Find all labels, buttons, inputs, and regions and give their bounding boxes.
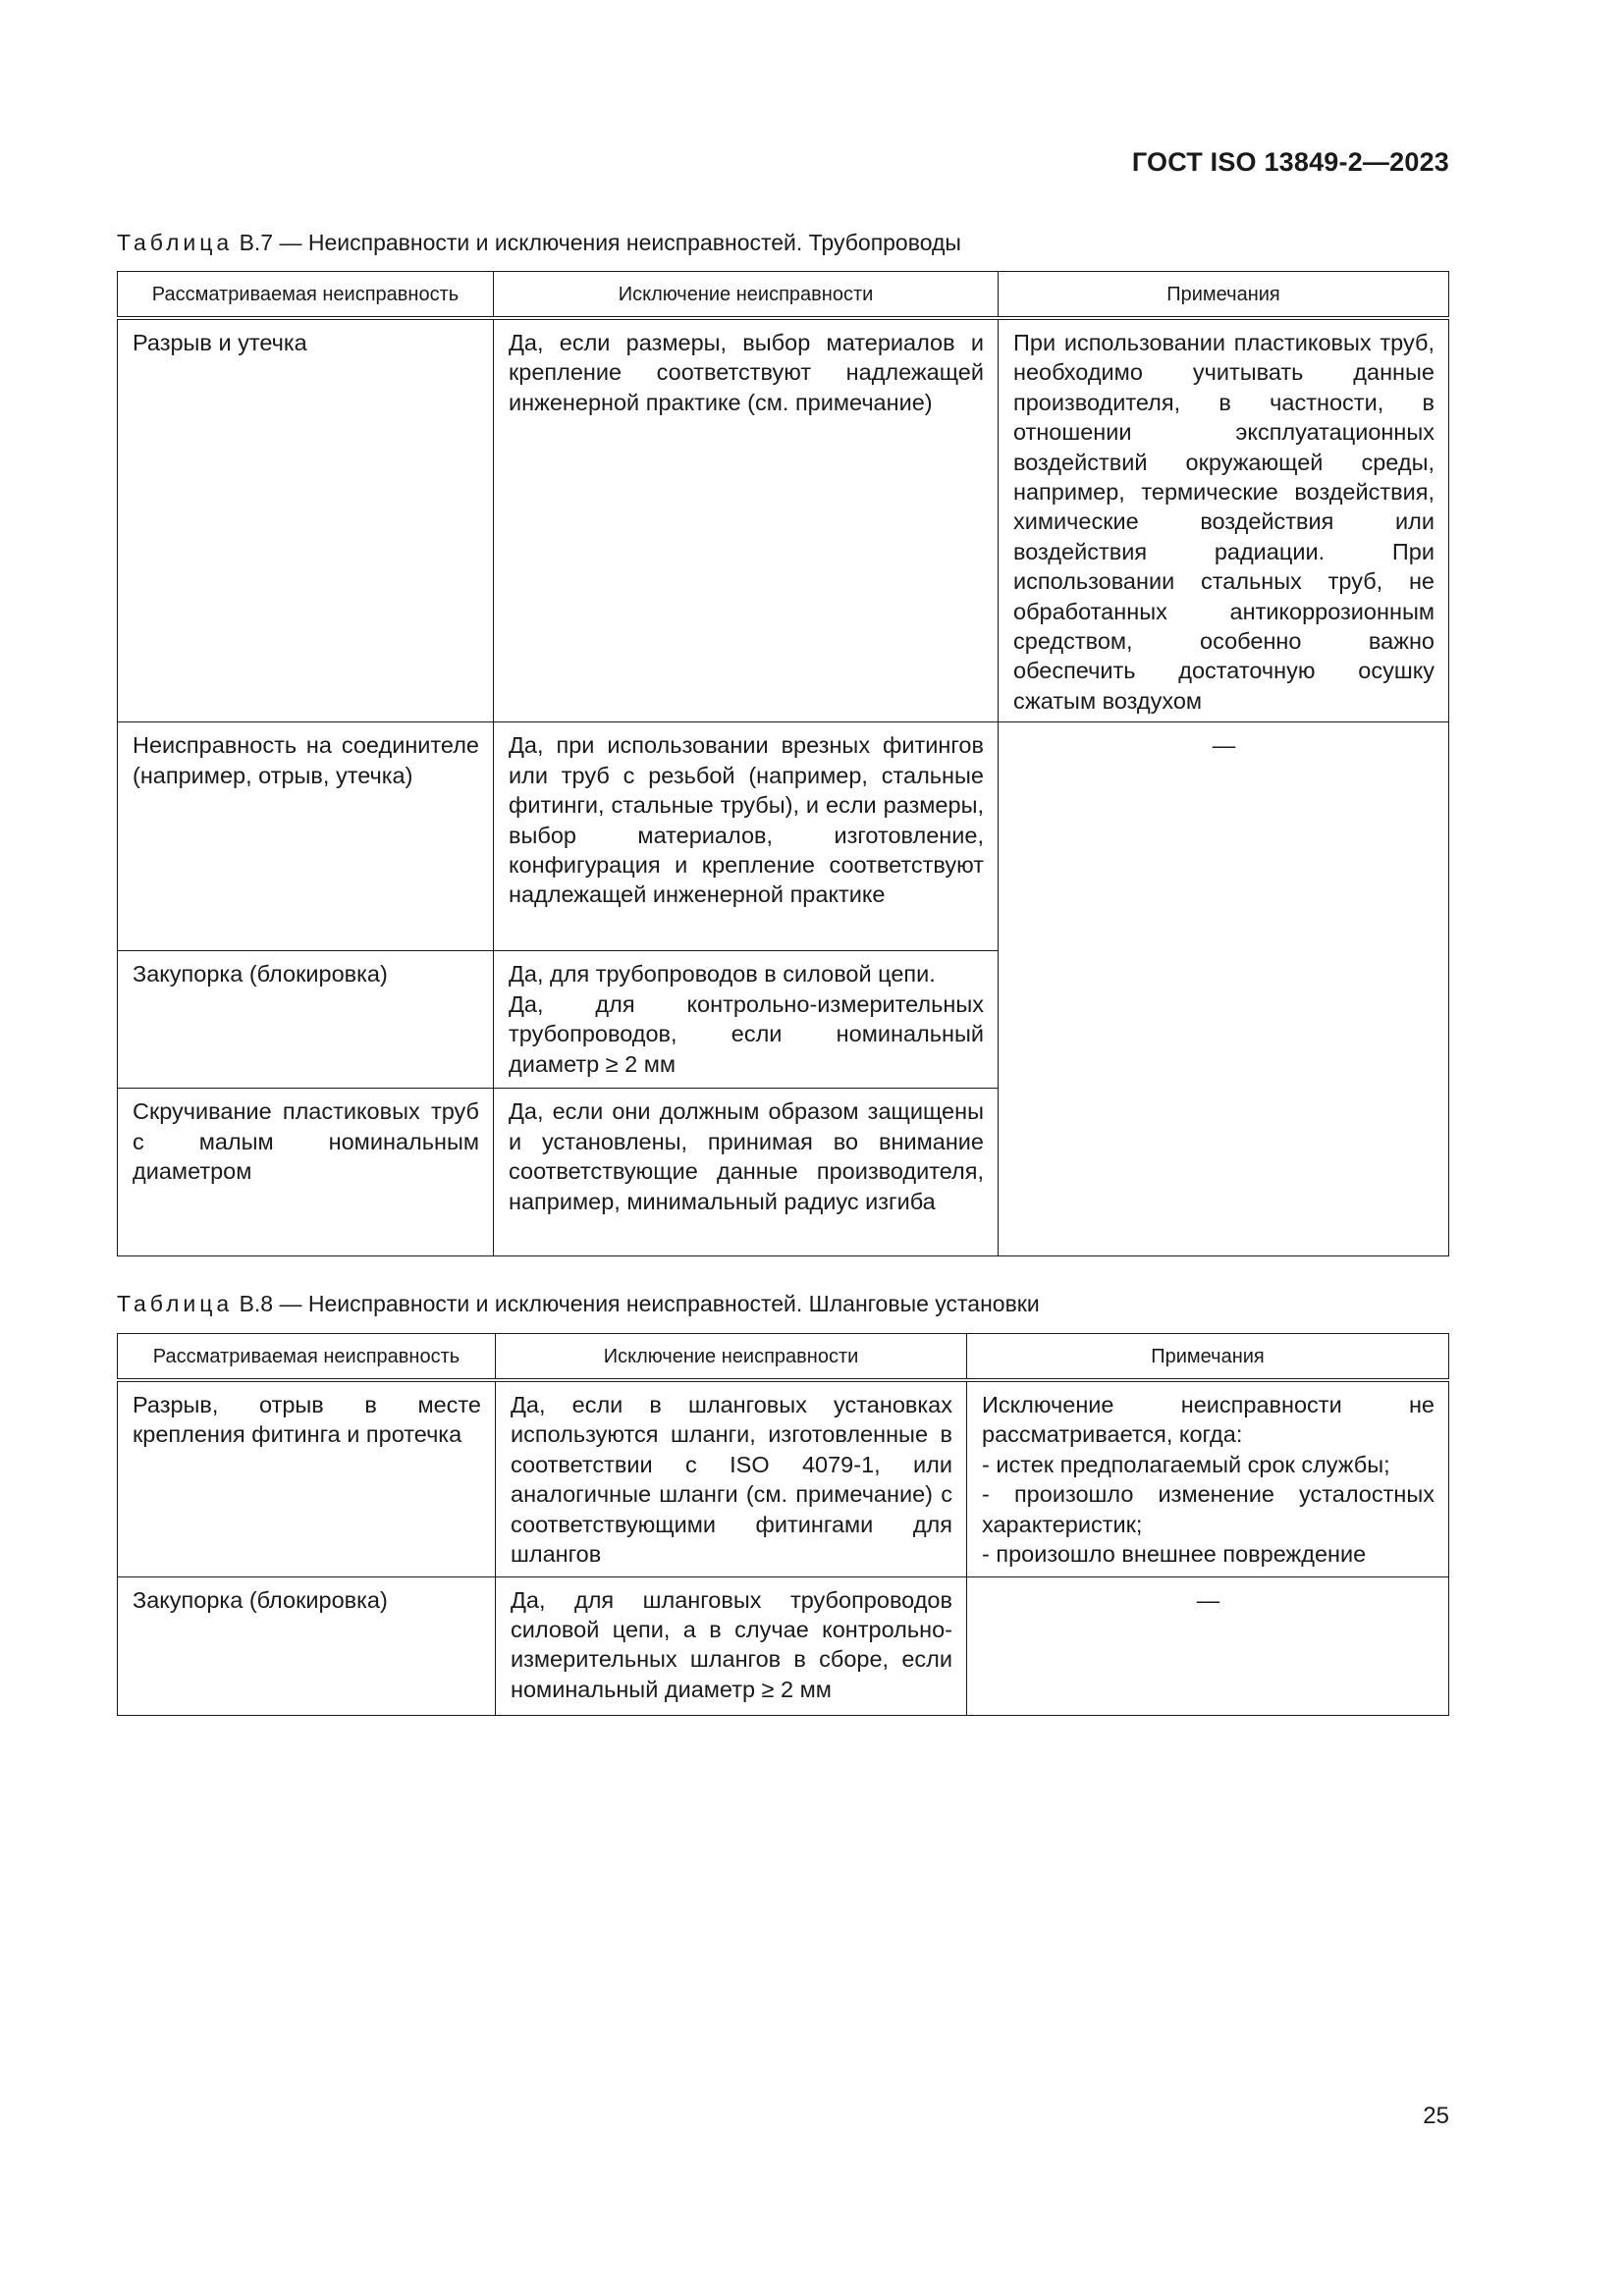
table-b8-caption-text: В.8 — Неисправности и исключения неисправностей. Шланговые установки	[239, 1291, 1040, 1316]
table-b8-col-notes: Примечания	[967, 1334, 1449, 1381]
table-b7-header-row	[118, 272, 1449, 319]
exclusion-cell: Да, если они должным образом защищены и установлены, принимая во внимание соответствующие данные производителя, например, минимальный радиус изгиба	[494, 1089, 999, 1256]
fault-cell: Разрыв и утечка	[118, 318, 494, 722]
notes-line: - произошло внешнее повреждение	[982, 1541, 1367, 1568]
page-number: 25	[1423, 2103, 1449, 2129]
table-b7-col-fault: Рассматриваемая неисправность	[118, 272, 494, 319]
table-b7-caption	[117, 230, 961, 256]
table-row	[118, 722, 1449, 951]
table-b7-col-notes: Примечания	[999, 272, 1449, 319]
notes-cell: При использовании пластиковых труб, необходимо учитывать данные производителя, в частности, в отношении эксплуатационных воздействий окружающей среды, например, термические воздействия, химические воздействия или воздействия радиации. При использовании стальных труб, не обработанных антикоррозионным средством, особенно важно обеспечить достаточную осушку сжатым воздухом	[999, 318, 1449, 722]
notes-cell-dash: —	[999, 722, 1449, 1256]
fault-cell: Скручивание пластиковых труб с малым номинальным диаметром	[118, 1089, 494, 1256]
table-b8	[117, 1333, 1449, 1716]
exclusion-cell: Да, если размеры, выбор материалов и крепление соответствуют надлежащей инженерной практике (см. примечание)	[494, 318, 999, 722]
exclusion-cell: Да, при использовании врезных фитингов или труб с резьбой (например, стальные фитинги, стальные трубы), и если размеры, выбор материалов, изготовление, конфигурация и крепление соответствуют надлежащей инженерной практике	[494, 722, 999, 951]
table-row	[118, 318, 1449, 722]
table-row	[118, 1576, 1449, 1715]
table-b8-header-row	[118, 1334, 1449, 1381]
document-header: ГОСТ ISO 13849-2—2023	[1131, 147, 1449, 177]
notes-line: Исключение неисправности не рассматривается, когда:	[982, 1392, 1435, 1448]
table-b7	[117, 271, 1449, 1256]
table-b7-col-exclusion: Исключение неисправности	[494, 272, 999, 319]
notes-cell-dash: —	[967, 1576, 1449, 1715]
notes-line: - произошло изменение усталостных характеристик;	[982, 1481, 1435, 1537]
table-row	[118, 1380, 1449, 1576]
table-b8-col-fault: Рассматриваемая неисправность	[118, 1334, 496, 1381]
exclusion-cell: Да, для шланговых трубопроводов силовой цепи, а в случае контрольно-измерительных шлангов в сборе, если номинальный диаметр ≥ 2 мм	[496, 1576, 967, 1715]
fault-cell: Неисправность на соединителе (например, отрыв, утечка)	[118, 722, 494, 951]
table-b7-caption-label: Таблица	[117, 230, 234, 255]
table-b7-caption-text: В.7 — Неисправности и исключения неисправностей. Трубопроводы	[239, 230, 961, 255]
notes-line: - истек предполагаемый срок службы;	[982, 1451, 1390, 1477]
exclusion-line: Да, для трубопроводов в силовой цепи.	[509, 961, 936, 988]
exclusion-cell: Да, если в шланговых установках используются шланги, изготовленные в соответствии с ISO 4079-1, или аналогичные шланги (см. примечание) с соответствующими фитингами для шлангов	[496, 1380, 967, 1576]
notes-cell	[967, 1380, 1449, 1576]
exclusion-line: Да, для контрольно-измерительных трубопроводов, если номинальный диаметр ≥ 2 мм	[509, 990, 984, 1077]
fault-cell: Закупорка (блокировка)	[118, 951, 494, 1089]
table-b8-caption	[117, 1291, 1040, 1317]
fault-cell: Разрыв, отрыв в месте крепления фитинга и протечка	[118, 1380, 496, 1576]
table-b8-col-exclusion: Исключение неисправности	[496, 1334, 967, 1381]
exclusion-cell	[494, 951, 999, 1089]
table-b8-caption-label: Таблица	[117, 1291, 234, 1316]
fault-cell: Закупорка (блокировка)	[118, 1576, 496, 1715]
